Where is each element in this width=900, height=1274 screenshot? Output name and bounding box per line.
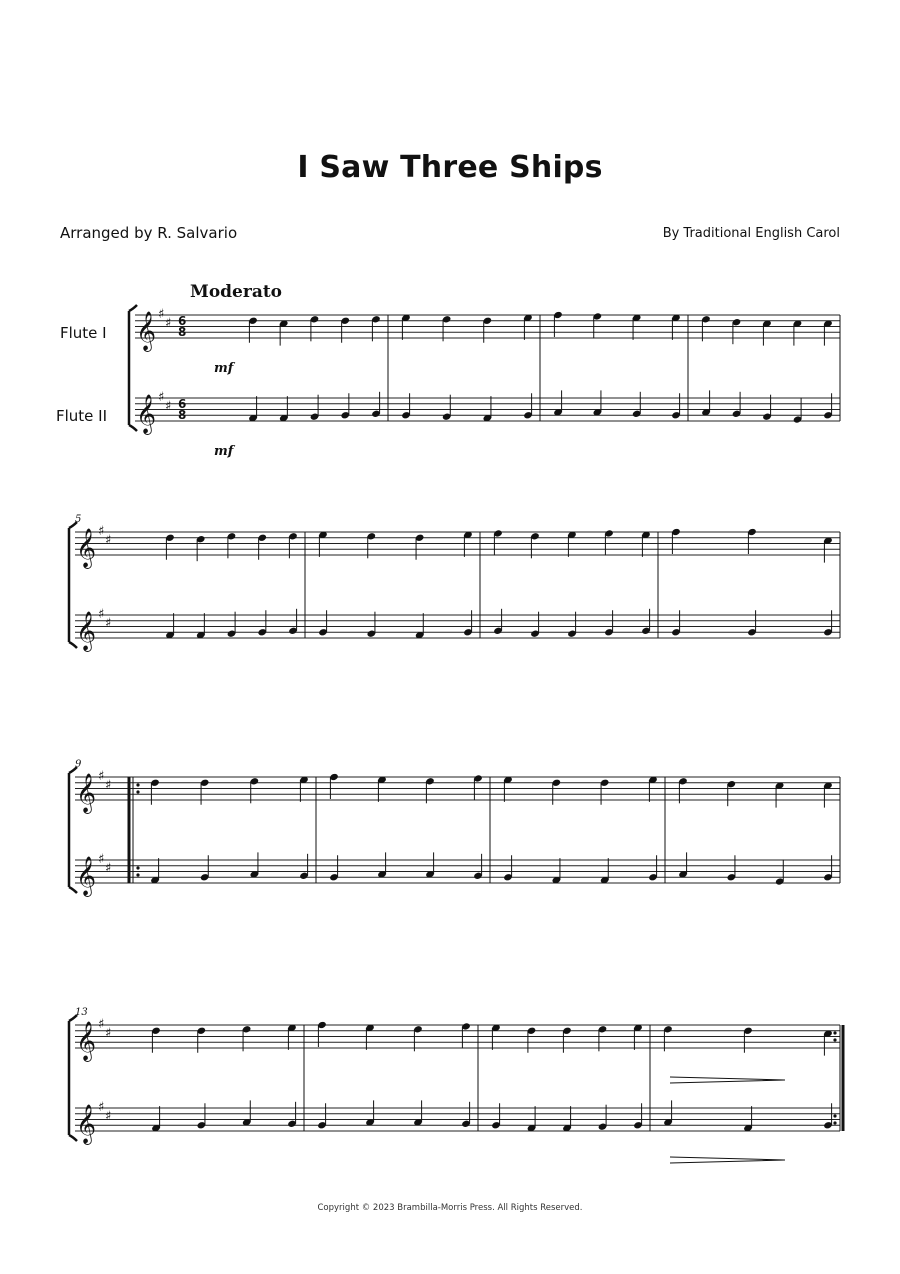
diminuendo-hairpin (670, 1077, 785, 1083)
staff-upper (75, 769, 840, 814)
sharp-f: ♯ (98, 524, 105, 539)
staff-lower (75, 1100, 840, 1145)
staff-lower (75, 852, 840, 897)
sharp-c: ♯ (105, 861, 112, 876)
repeat-dot (136, 873, 139, 876)
sharp-c: ♯ (105, 1109, 112, 1124)
treble-clef: 𝄞 (76, 528, 97, 568)
measure-number: 13 (75, 1007, 88, 1018)
sharp-c: ♯ (105, 778, 112, 793)
staff-upper (75, 1017, 840, 1062)
system-3 (69, 759, 840, 897)
staff-upper (135, 307, 840, 352)
treble-clef: 𝄞 (76, 773, 97, 813)
treble-clef: 𝄞 (76, 1104, 97, 1144)
sharp-f: ♯ (98, 607, 105, 622)
system-2 (69, 514, 840, 652)
repeat-dot (833, 1031, 836, 1034)
score-title: I Saw Three Ships (297, 150, 603, 185)
time-sig-bottom: 8 (178, 325, 187, 339)
sharp-f: ♯ (98, 1017, 105, 1032)
instrument-label-flute-2: Flute II (56, 407, 108, 425)
time-sig-top: 6 (178, 314, 187, 328)
measure-number: 5 (75, 514, 82, 525)
time-sig-bottom: 8 (178, 408, 187, 422)
treble-clef: 𝄞 (76, 856, 97, 896)
treble-clef: 𝄞 (76, 1021, 97, 1061)
sharp-f: ♯ (158, 390, 165, 405)
system-4 (69, 1007, 843, 1163)
arranger-credit: Arranged by R. Salvario (60, 224, 238, 242)
time-sig-top: 6 (178, 397, 187, 411)
measure-number: 9 (75, 759, 82, 770)
treble-clef: 𝄞 (136, 311, 157, 351)
repeat-dot (833, 1121, 836, 1124)
diminuendo-hairpin (670, 1157, 785, 1163)
sharp-c: ♯ (105, 533, 112, 548)
repeat-dot (833, 1038, 836, 1041)
sharp-f: ♯ (98, 769, 105, 784)
composer-credit: By Traditional English Carol (662, 226, 840, 241)
repeat-dot (833, 1114, 836, 1117)
tempo-marking: Moderato (190, 282, 283, 302)
repeat-dot (136, 866, 139, 869)
sharp-f: ♯ (158, 307, 165, 322)
sharp-c: ♯ (105, 1026, 112, 1041)
staff-lower (75, 607, 840, 652)
repeat-dot (136, 790, 139, 793)
treble-clef: 𝄞 (76, 611, 97, 651)
sharp-c: ♯ (165, 399, 172, 414)
staff-upper (75, 524, 840, 569)
treble-clef: 𝄞 (136, 394, 157, 434)
repeat-dot (136, 783, 139, 786)
instrument-label-flute-1: Flute I (60, 324, 107, 342)
sharp-c: ♯ (165, 316, 172, 331)
sharp-f: ♯ (98, 1100, 105, 1115)
sharp-f: ♯ (98, 852, 105, 867)
sharp-c: ♯ (105, 616, 112, 631)
staff-lower (135, 390, 840, 435)
dynamic-marking: mf (214, 444, 234, 459)
copyright-notice: Copyright © 2023 Brambilla-Morris Press. All Rights Reserved. (317, 1203, 583, 1213)
dynamic-marking: mf (214, 361, 234, 376)
system-1 (129, 305, 840, 459)
